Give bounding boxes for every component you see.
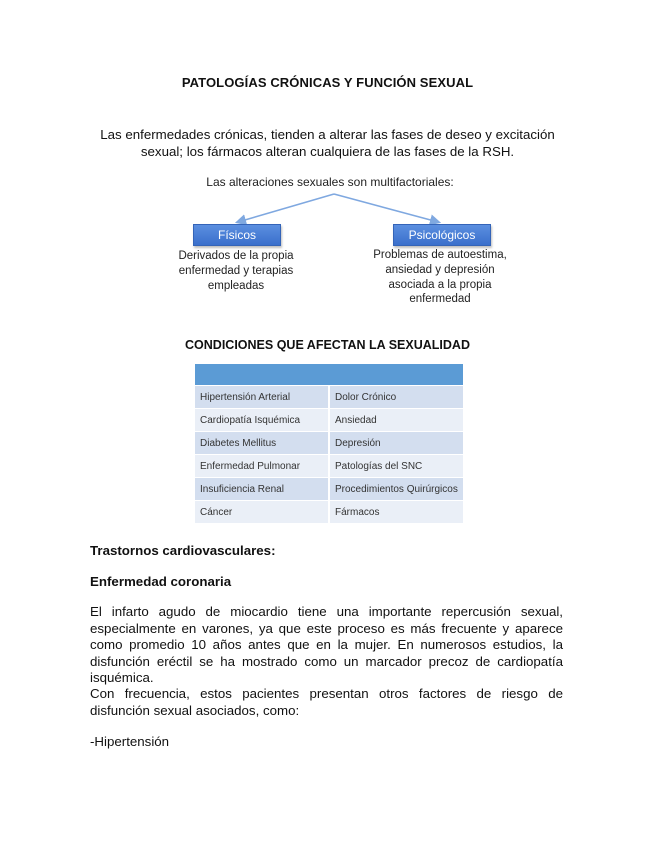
table-header <box>195 364 463 386</box>
paragraph-factores: Con frecuencia, estos pacientes presentan otros factores de riesgo de disfunción sexual asociados, como: <box>90 686 563 718</box>
table-cell: Insuficiencia Renal <box>195 478 329 501</box>
table-row <box>195 478 463 501</box>
page-title: PATOLOGÍAS CRÓNICAS Y FUNCIÓN SEXUAL <box>181 75 474 90</box>
table-cell: Procedimientos Quirúrgicos <box>329 478 463 501</box>
table-cell: Ansiedad <box>329 409 463 432</box>
table-cell: Cardiopatía Isquémica <box>195 409 329 432</box>
category-description-psicologicos: Problemas de autoestima, ansiedad y depresión asociada a la propia enfermedad <box>373 249 507 306</box>
conditions-title: CONDICIONES QUE AFECTAN LA SEXUALIDAD <box>185 338 470 352</box>
table-cell: Cáncer <box>195 501 329 524</box>
table-row <box>195 409 463 432</box>
intro-paragraph: Las enfermedades crónicas, tienden a alterar las fases de deseo y excitación sexual; los fármacos alteran cualquiera de las fases de la RSH. <box>100 127 555 159</box>
diagram-connector-arrows <box>0 0 655 240</box>
table-cell: Diabetes Mellitus <box>195 432 329 455</box>
table-cell: Enfermedad Pulmonar <box>195 455 329 478</box>
table-cell: Patologías del SNC <box>329 455 463 478</box>
category-box-psicologicos: Psicológicos <box>393 224 491 246</box>
list-item: -Hipertensión <box>90 734 170 749</box>
table-row <box>195 386 463 409</box>
section-heading-coronary: Enfermedad coronaria <box>90 574 232 589</box>
table-cell: Hipertensión Arterial <box>195 386 329 409</box>
category-description-fisicos: Derivados de la propia enfermedad y terapias empleadas <box>178 250 294 292</box>
section-heading-cardiovascular: Trastornos cardiovasculares: <box>90 543 276 558</box>
conditions-table <box>195 364 463 523</box>
diagram-caption: Las alteraciones sexuales son multifactoriales: <box>206 175 454 189</box>
table-row <box>195 501 463 524</box>
paragraph-infarto: El infarto agudo de miocardio tiene una importante repercusión sexual, especialmente en varones, ya que este proceso es más frecuente y aparece como promedio 10 años antes que en la mujer. En numerosos estudios, la disfunción eréctil se ha mostrado como un marcador precoz de cardiopatía isquémica. <box>90 604 563 686</box>
table-row <box>195 455 463 478</box>
category-box-fisicos: Físicos <box>193 224 281 246</box>
table-cell: Depresión <box>329 432 463 455</box>
table-row <box>195 432 463 455</box>
table-cell: Dolor Crónico <box>329 386 463 409</box>
table-cell: Fármacos <box>329 501 463 524</box>
